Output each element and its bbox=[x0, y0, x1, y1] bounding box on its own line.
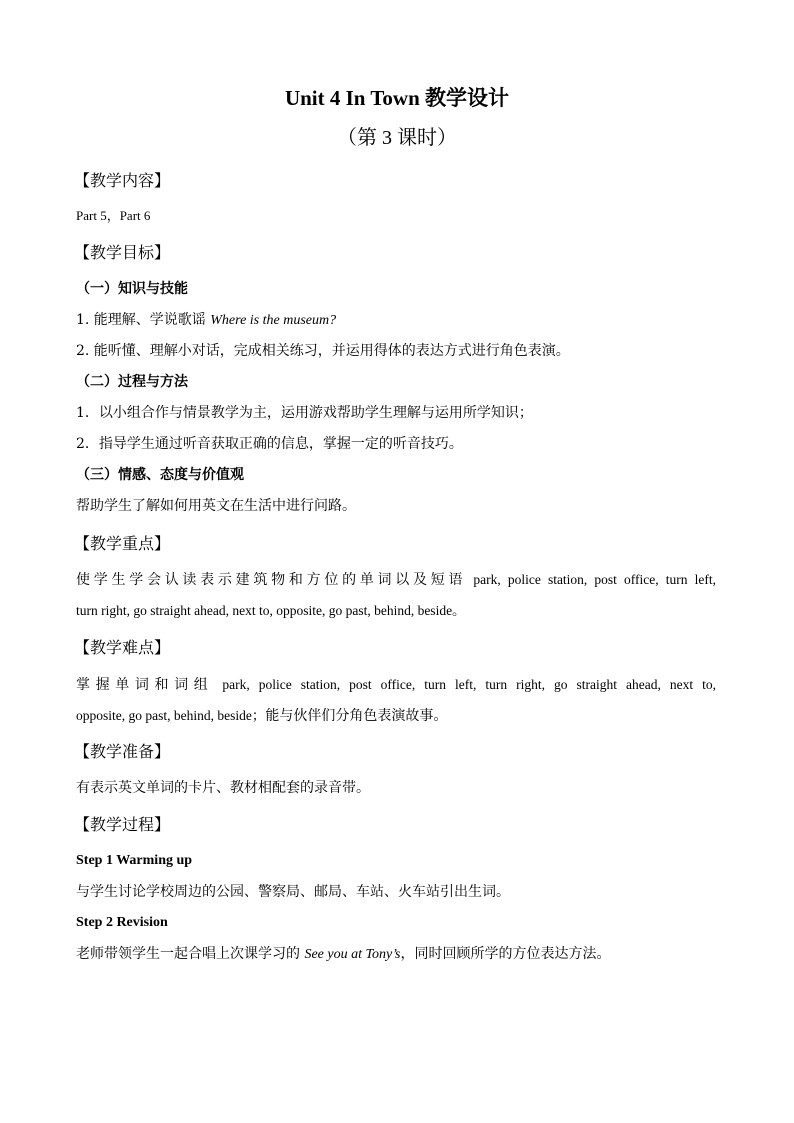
key-points-line-1 bbox=[76, 570, 716, 590]
preparation-text: 有表示英文单词的卡片、教材相配套的录音带。 bbox=[76, 780, 370, 796]
objective-process-item-1: 1．以小组合作与情景教学为主，运用游戏帮助学生理解与运用所学知识； bbox=[76, 405, 533, 421]
section-heading-preparation: 【教学准备】 bbox=[74, 742, 171, 761]
objective-process-heading: （二）过程与方法 bbox=[76, 374, 188, 390]
document-title: Unit 4 In Town 教学设计 bbox=[284, 86, 510, 110]
objective-knowledge-item-2: 2. 能听懂、理解小对话，完成相关练习，并运用得体的表达方式进行角色表演。 bbox=[76, 343, 570, 359]
step-1-title: Step 1 Warming up bbox=[76, 853, 193, 868]
step-2-title: Step 2 Revision bbox=[76, 915, 168, 930]
section-heading-difficult-points: 【教学难点】 bbox=[74, 638, 171, 657]
difficult-points-line-2-cn: 能与伙伴们分角色表演故事。 bbox=[265, 708, 448, 724]
step-2-text bbox=[76, 944, 611, 965]
objective-knowledge-item-1 bbox=[76, 310, 336, 331]
objective-knowledge-item-1-text: 1. 能理解、学说歌谣 bbox=[76, 312, 211, 328]
difficult-points-line-1-en: park, police station, post office, turn left, turn right, go straight ahead, next to, bbox=[213, 677, 716, 692]
step-1-text: 与学生讨论学校周边的公园、警察局、邮局、车站、火车站引出生词。 bbox=[76, 884, 510, 900]
difficult-points-line-2 bbox=[76, 706, 447, 726]
objective-attitude-heading: （三）情感、态度与价值观 bbox=[76, 467, 244, 483]
section-heading-key-points: 【教学重点】 bbox=[74, 534, 171, 553]
step-2-song-title: See you at Tony’s bbox=[304, 947, 401, 962]
song-title: Where is the museum? bbox=[210, 313, 337, 328]
difficult-points-line-1 bbox=[76, 675, 716, 695]
document-subtitle: （第 3 课时） bbox=[337, 127, 457, 149]
objective-attitude-text: 帮助学生了解如何用英文在生活中进行问路。 bbox=[76, 498, 356, 514]
key-points-line-1-cn: 使学生学会认读表示建筑物和方位的单词以及短语 bbox=[76, 572, 467, 588]
content-text: Part 5，Part 6 bbox=[76, 208, 151, 223]
step-2-text-prefix: 老师带领学生一起合唱上次课学习的 bbox=[76, 946, 305, 962]
section-heading-content: 【教学内容】 bbox=[74, 171, 171, 190]
section-heading-process: 【教学过程】 bbox=[74, 815, 171, 834]
key-points-line-2: turn right, go straight ahead, next to, opposite, go past, behind, beside。 bbox=[76, 603, 466, 618]
difficult-points-line-1-cn: 掌握单词和词组 bbox=[76, 677, 214, 693]
objective-process-item-2: 2．指导学生通过听音获取正确的信息，掌握一定的听音技巧。 bbox=[76, 436, 463, 452]
key-points-line-1-en: park, police station, post office, turn left, bbox=[466, 572, 716, 587]
difficult-points-line-2-en: opposite, go past, behind, beside； bbox=[76, 708, 266, 723]
objective-knowledge-heading: （一）知识与技能 bbox=[76, 281, 188, 297]
step-2-text-suffix: ，同时回顾所学的方位表达方法。 bbox=[400, 946, 611, 962]
section-heading-objectives: 【教学目标】 bbox=[74, 243, 171, 262]
